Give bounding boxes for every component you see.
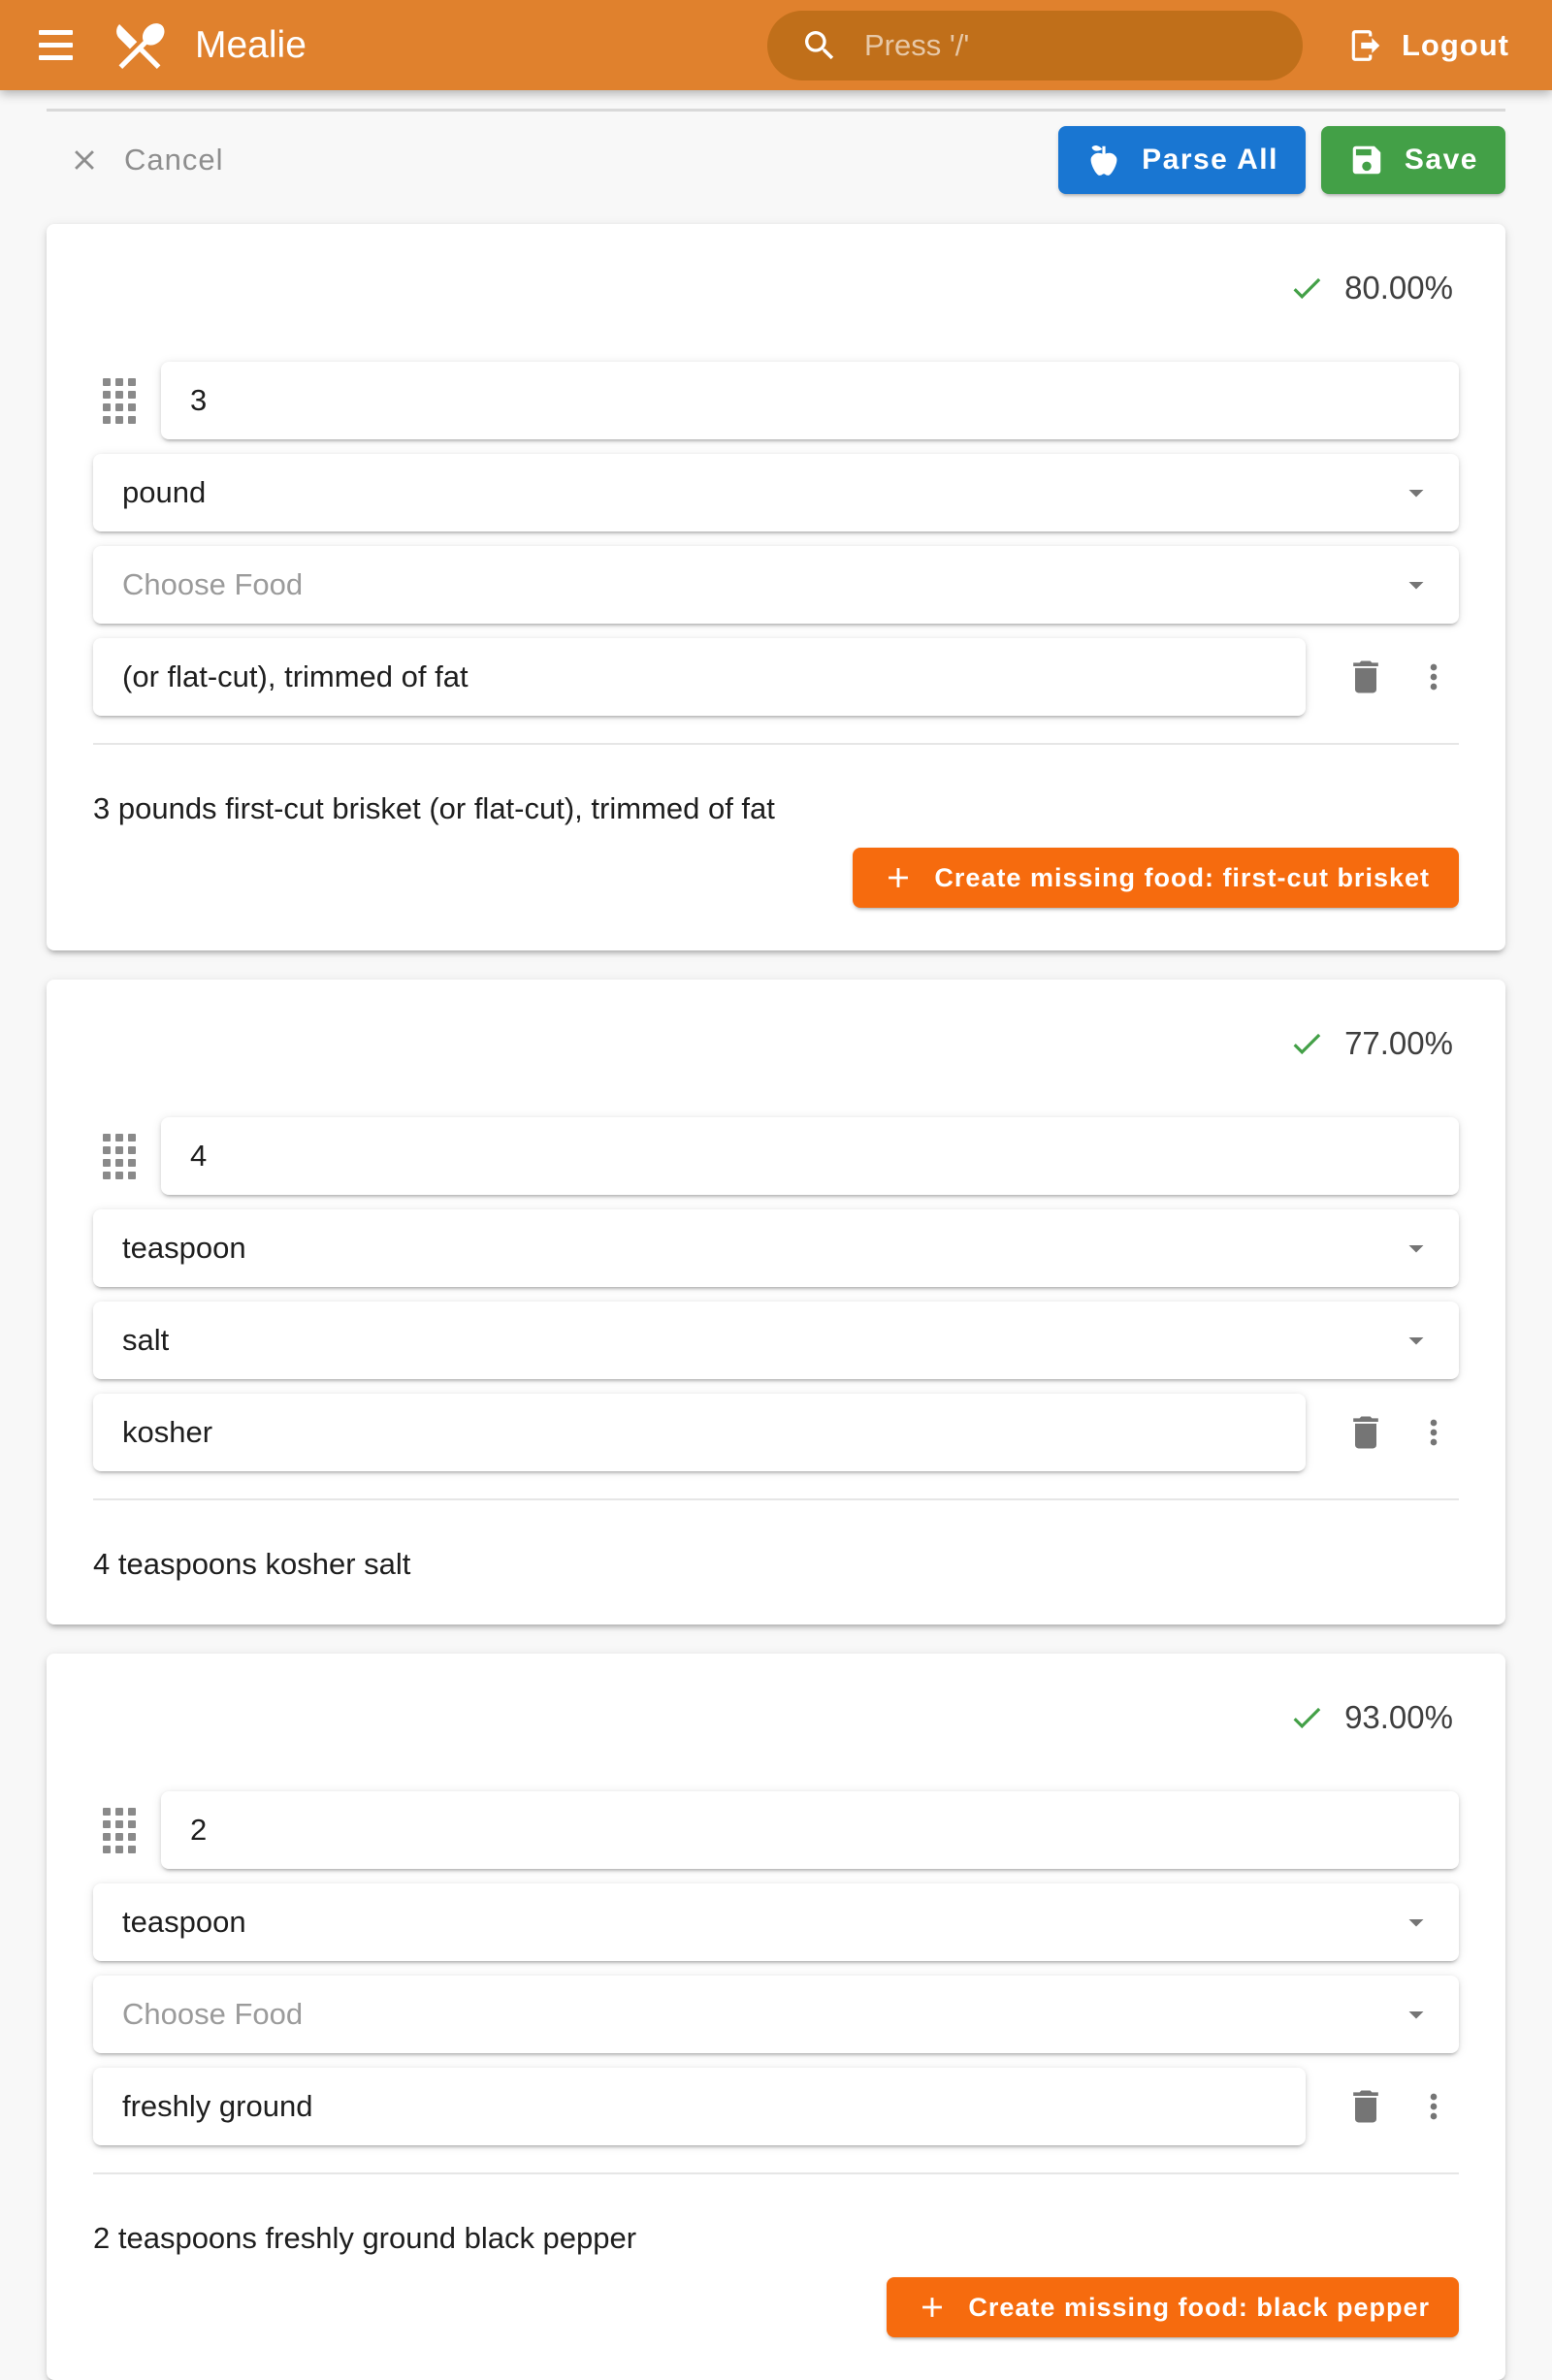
original-ingredient-text: 4 teaspoons kosher salt: [93, 1547, 411, 1581]
original-ingredient-text: 2 teaspoons freshly ground black pepper: [93, 2221, 637, 2255]
menu-button[interactable]: [29, 20, 82, 70]
delete-ingredient-button[interactable]: [1339, 1405, 1393, 1460]
note-row: [93, 2068, 1459, 2145]
confidence-value: 80.00%: [1344, 270, 1453, 306]
logout-button[interactable]: [1343, 19, 1513, 72]
check-icon: [1288, 1699, 1325, 1736]
menu-icon: [39, 30, 73, 60]
card-actions: [93, 848, 1459, 908]
save-icon: [1348, 142, 1385, 178]
cancel-button[interactable]: [47, 143, 236, 177]
food-select: [93, 546, 1459, 624]
drag-handle-icon[interactable]: [103, 1134, 136, 1179]
save-button[interactable]: [1321, 126, 1505, 194]
create-missing-food-button[interactable]: [887, 2277, 1459, 2337]
mealie-logo-icon[interactable]: [110, 16, 170, 76]
original-ingredient-text: 3 pounds first-cut brisket (or flat-cut), trimmed of fat: [93, 791, 775, 825]
create-missing-food-label: Create missing food: black pepper: [968, 2292, 1430, 2322]
drag-handle-icon[interactable]: [103, 1808, 136, 1853]
section-divider: [47, 109, 1505, 112]
logout-label: Logout: [1401, 27, 1509, 62]
confidence-row: [93, 1696, 1459, 1735]
food-select: [93, 1976, 1459, 2053]
logout-icon: [1347, 27, 1384, 64]
food-select-input[interactable]: [93, 1976, 1459, 2053]
search-bar[interactable]: [767, 11, 1303, 80]
confidence-row: [93, 1022, 1459, 1061]
drag-handle-icon[interactable]: [103, 378, 136, 424]
food-select: [93, 1302, 1459, 1379]
card-actions: [93, 2277, 1459, 2337]
note-input[interactable]: [93, 638, 1306, 716]
unit-select-input[interactable]: [93, 1209, 1459, 1287]
note-fieldbox: [93, 1394, 1306, 1471]
card-divider: [93, 1498, 1459, 1500]
card-divider: [93, 743, 1459, 745]
unit-select: [93, 1883, 1459, 1961]
toolbar: [47, 125, 1505, 195]
note-row: [93, 1394, 1459, 1471]
more-options-button[interactable]: [1408, 1407, 1459, 1458]
note-fieldbox: [93, 638, 1306, 716]
more-options-button[interactable]: [1408, 652, 1459, 702]
close-icon: [68, 144, 101, 177]
ingredient-card: [47, 224, 1505, 950]
quantity-row: [93, 362, 1459, 439]
quantity-fieldbox: [161, 1791, 1459, 1869]
kebab-menu-icon: [1414, 1413, 1453, 1452]
quantity-fieldbox: [161, 362, 1459, 439]
save-label: Save: [1404, 144, 1478, 176]
confidence-row: [93, 267, 1459, 306]
ingredient-card: [47, 1654, 1505, 2380]
check-icon: [1288, 270, 1325, 306]
trash-icon: [1344, 1411, 1387, 1454]
kebab-menu-icon: [1414, 658, 1453, 696]
app-header: [0, 0, 1552, 90]
note-input[interactable]: [93, 1394, 1306, 1471]
note-row: [93, 638, 1459, 716]
confidence-value: 77.00%: [1344, 1025, 1453, 1061]
parse-all-label: Parse All: [1142, 144, 1278, 176]
plus-icon: [916, 2291, 949, 2324]
check-icon: [1288, 1025, 1325, 1062]
kebab-menu-icon: [1414, 2087, 1453, 2126]
parse-all-button[interactable]: [1058, 126, 1306, 194]
unit-select: [93, 1209, 1459, 1287]
quantity-input[interactable]: [161, 1791, 1459, 1869]
food-select-input[interactable]: [93, 1302, 1459, 1379]
quantity-input[interactable]: [161, 1117, 1459, 1195]
note-fieldbox: [93, 2068, 1306, 2145]
search-icon: [800, 26, 839, 65]
quantity-row: [93, 1117, 1459, 1195]
quantity-row: [93, 1791, 1459, 1869]
cancel-label: Cancel: [124, 143, 224, 177]
plus-icon: [882, 861, 915, 894]
search-input[interactable]: [862, 27, 1289, 64]
note-input[interactable]: [93, 2068, 1306, 2145]
delete-ingredient-button[interactable]: [1339, 2079, 1393, 2134]
card-divider: [93, 2172, 1459, 2174]
ingredient-parser-page: [47, 109, 1505, 2380]
ingredient-card: [47, 980, 1505, 1624]
create-missing-food-button[interactable]: [853, 848, 1459, 908]
app-title: Mealie: [195, 23, 307, 66]
unit-select-input[interactable]: [93, 454, 1459, 531]
unit-select: [93, 454, 1459, 531]
quantity-fieldbox: [161, 1117, 1459, 1195]
more-options-button[interactable]: [1408, 2081, 1459, 2132]
apple-icon: [1085, 142, 1122, 178]
delete-ingredient-button[interactable]: [1339, 650, 1393, 704]
quantity-input[interactable]: [161, 362, 1459, 439]
food-select-input[interactable]: [93, 546, 1459, 624]
confidence-value: 93.00%: [1344, 1699, 1453, 1735]
create-missing-food-label: Create missing food: first-cut brisket: [934, 862, 1430, 892]
trash-icon: [1344, 2085, 1387, 2128]
trash-icon: [1344, 656, 1387, 698]
unit-select-input[interactable]: [93, 1883, 1459, 1961]
